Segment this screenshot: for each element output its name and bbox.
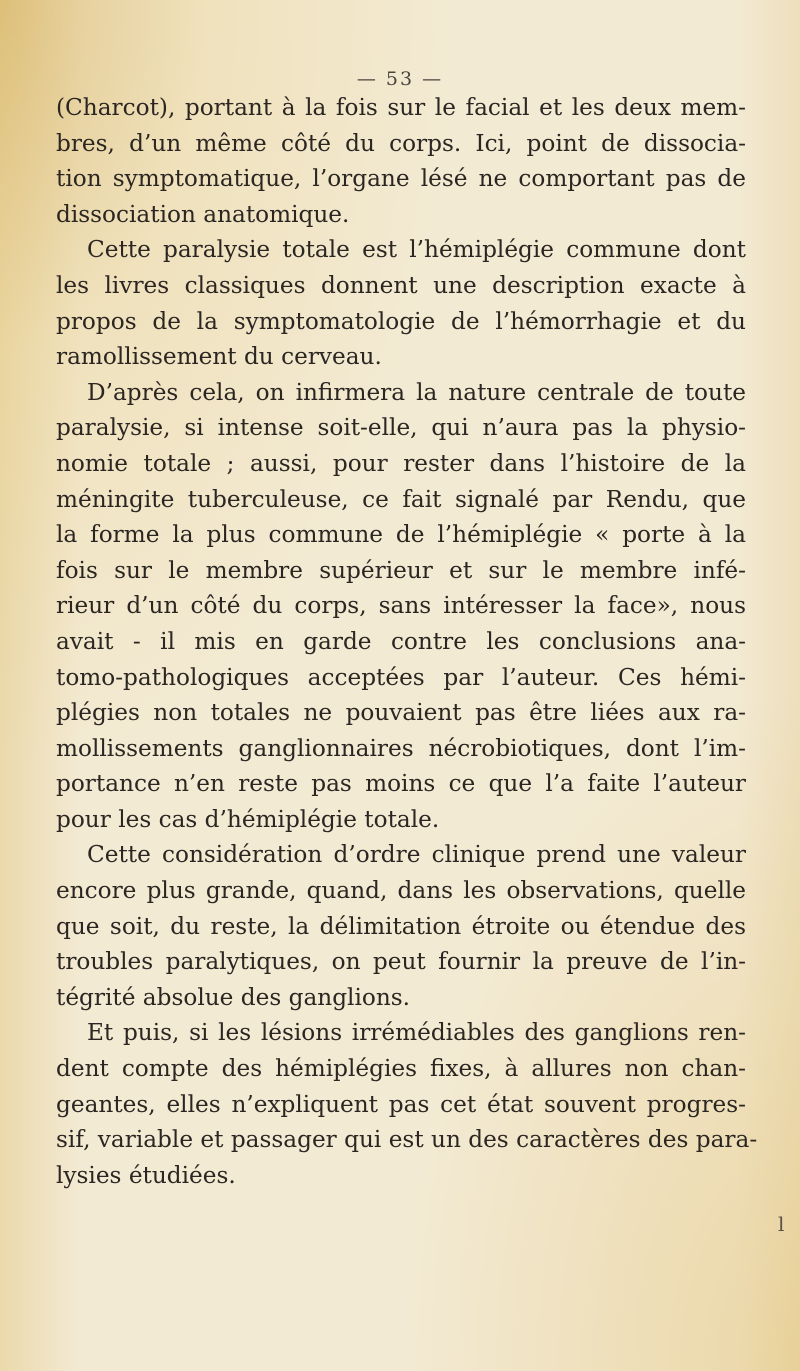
text-line: dissociation anatomique. — [56, 200, 350, 228]
text-line: paralysie, si intense soit-elle, qui n’aura pas la physio- — [56, 414, 746, 442]
text-line: geantes, elles n’expliquent pas cet état souvent progres- — [56, 1090, 746, 1118]
text-line: nomie totale ; aussi, pour rester dans l’histoire de la — [56, 449, 746, 477]
text-line: les livres classiques donnent une description exacte à — [56, 271, 746, 299]
text-line: ramollissement du cerveau. — [56, 343, 382, 371]
text-line: rieur d’un côté du corps, sans intéresser la face», nous — [56, 592, 746, 620]
margin-mark: l — [778, 1212, 785, 1236]
text-line: encore plus grande, quand, dans les observations, quelle — [56, 877, 746, 905]
text-line: D’après cela, on infirmera la nature centrale de toute — [87, 378, 746, 406]
text-line: tégrité absolue des ganglions. — [56, 983, 411, 1011]
text-line: la forme la plus commune de l’hémiplégie « porte à la — [56, 521, 746, 549]
text-line: mollissements ganglionnaires nécrobiotiques, dont l’im- — [56, 734, 746, 762]
text-line: que soit, du reste, la délimitation étroite ou étendue des — [56, 912, 746, 940]
text-line: fois sur le membre supérieur et sur le membre infé- — [56, 556, 746, 584]
text-line: Cette considération d’ordre clinique prend une valeur — [87, 841, 746, 869]
text-line: bres, d’un même côté du corps. Ici, point de dissocia- — [56, 129, 746, 157]
text-line: Et puis, si les lésions irrémédiables des ganglions ren- — [87, 1019, 746, 1047]
text-line: lysies étudiées. — [56, 1161, 236, 1189]
body-text — [56, 90, 758, 1193]
text-line: dent compte des hémiplégies fixes, à allures non chan- — [56, 1055, 746, 1083]
text-line: pour les cas d’hémiplégie totale. — [56, 805, 440, 833]
text-line: (Charcot), portant à la fois sur le facial et les deux mem- — [56, 94, 746, 121]
text-line: propos de la symptomatologie de l’hémorrhagie et du — [56, 307, 746, 335]
text-line: Cette paralysie totale est l’hémiplégie commune dont — [87, 236, 746, 264]
text-line: tion symptomatique, l’organe lésé ne comportant pas de — [56, 165, 746, 193]
page-number: — 53 — — [356, 68, 444, 90]
text-line: avait - il mis en garde contre les conclusions ana- — [56, 627, 746, 655]
text-line: portance n’en reste pas moins ce que l’a faite l’auteur — [56, 770, 746, 798]
text-line: sif, variable et passager qui est un des caractères des para- — [56, 1126, 758, 1154]
text-line: troubles paralytiques, on peut fournir la preuve de l’in- — [56, 948, 746, 976]
text-line: méningite tuberculeuse, ce fait signalé par Rendu, que — [56, 485, 746, 513]
text-line: plégies non totales ne pouvaient pas être liées aux ra- — [56, 699, 746, 727]
text-line: tomo-pathologiques acceptées par l’auteur. Ces hémi- — [56, 663, 746, 691]
